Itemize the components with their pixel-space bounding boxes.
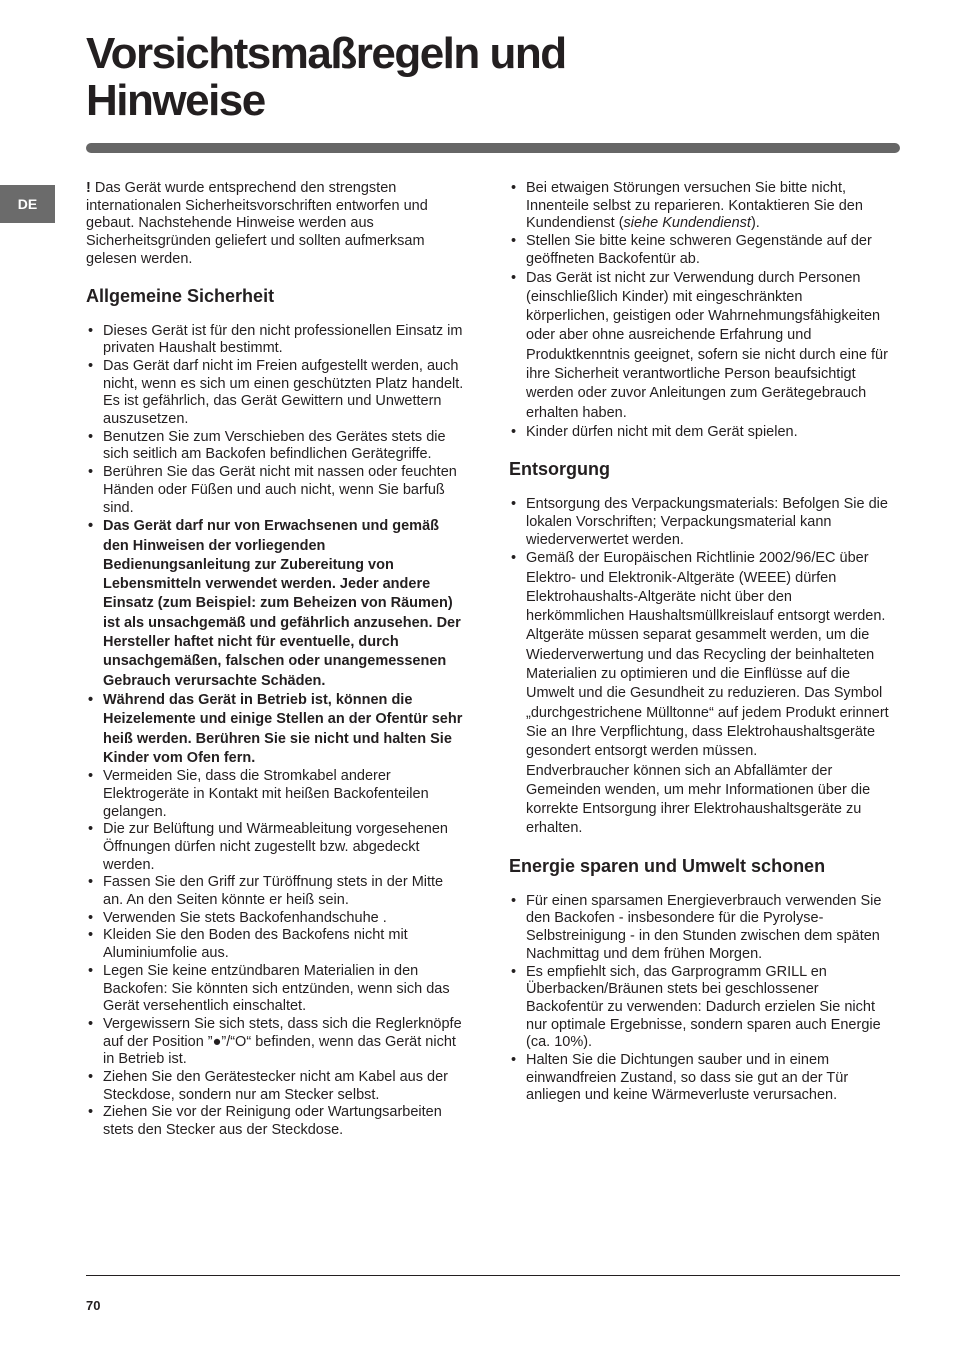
- list-item-text: Bei etwaigen Störungen versuchen Sie bitte nicht, Innenteile selbst zu reparieren. Kontaktieren Sie den Kundendienst (: [526, 180, 863, 232]
- list-item: • Kleiden Sie den Boden des Backofens nicht mit Aluminiumfolie aus.: [86, 927, 466, 962]
- list-item: • Ziehen Sie den Gerätestecker nicht am Kabel aus der Steckdose, sondern nur am Stecker selbst.: [86, 1069, 466, 1104]
- list-item: • Entsorgung des Verpackungsmaterials: Befolgen Sie die lokalen Vorschriften; Verpackungsmaterial kann wiederverwertet werden.: [509, 496, 889, 549]
- page-title-line-2: Hinweise: [86, 76, 265, 125]
- list-item: • Vergewissern Sie sich stets, dass sich die Reglerknöpfe auf der Position ”●”/“O“ befinden, wenn das Gerät nicht in Betrieb ist.: [86, 1016, 466, 1069]
- list-allgemeine-sicherheit: [86, 323, 466, 1140]
- list-item: • Die zur Belüftung und Wärmeableitung vorgesehenen Öffnungen dürfen nicht zugestellt bzw. abgedeckt werden.: [86, 821, 466, 874]
- list-item: • Fassen Sie den Griff zur Türöffnung stets in der Mitte an. An den Seiten könnte er heiß sein.: [86, 874, 466, 909]
- page-title: [86, 30, 886, 124]
- list-item: [509, 180, 889, 233]
- entsorgung-note: Endverbraucher können sich an Abfallämter der Gemeinden wenden, um mehr Informationen über die korrekte Entsorgung ihrer Elektrohaushaltsgeräte zu erhalten.: [526, 762, 871, 837]
- list-item: • Kinder dürfen nicht mit dem Gerät spielen.: [509, 423, 889, 442]
- title-divider: [86, 143, 900, 153]
- list-item-warning: • Das Gerät darf nur von Erwachsenen und gemäß den Hinweisen der vorliegenden Bedienungsanleitung zur Zubereitung von Lebensmitteln verwendet werden. Jeder andere Einsatz (zum Beispiel: zum Beheizen von Räumen) ist als unsachgemäß und gefährlich anzusehen. Der Hersteller haftet nicht für eventuelle, durch unsachgemäßen, falschen oder unangemessenen Gebrauch verursachte Schäden.: [86, 517, 466, 691]
- list-item: • Gemäß der Europäischen Richtlinie 2002/96/EC über Elektro- und Elektronik-Altgeräte (WEEE) dürfen Elektrohaushalts-Altgeräte nicht über den herkömmlichen Haushaltsmüllkreislauf entsorgt werden. Altgeräte müssen separat gesammelt werden, um die Wiederverwertung und das Recycling der beinhalteten Materialien zu optimieren und die Einflüsse auf die Umwelt und die Gesundheit zu reduzieren. Das Symbol „durchgestrichene Mülltonne“ auf jedem Produkt erinnert Sie an Ihre Verpflichtung, dass Elektrohaushaltsgeräte gesondert entsorgt werden müssen.: [509, 549, 889, 761]
- list-allgemeine-sicherheit-continued: [509, 180, 889, 442]
- list-item: • Das Gerät darf nicht im Freien aufgestellt werden, auch nicht, wenn es sich um einen geschützten Platz handelt. Es ist gefährlich, das Gerät Gewittern und Unwettern auszusetzen.: [86, 358, 466, 429]
- heading-energie-sparen: Energie sparen und Umwelt schonen: [509, 855, 826, 876]
- list-item: • Berühren Sie das Gerät nicht mit nassen oder feuchten Händen oder Füßen und auch nicht, wenn Sie barfuß sind.: [86, 464, 466, 517]
- list-item: • Für einen sparsamen Energieverbrauch verwenden Sie den Backofen - insbesondere für die Pyrolyse-Selbstreinigung - in den Stunden zwischen dem späten Nachmittag und dem frühen Morgen.: [509, 893, 889, 964]
- right-column: [509, 180, 889, 1105]
- left-column: [86, 180, 466, 1140]
- cross-reference: siehe Kundendienst: [623, 215, 751, 232]
- list-item: • Vermeiden Sie, dass die Stromkabel anderer Elektrogeräte in Kontakt mit heißen Backofenteilen gelangen.: [86, 768, 466, 821]
- list-energie-sparen: [509, 893, 889, 1105]
- list-item: • Benutzen Sie zum Verschieben des Gerätes stets die sich seitlich am Backofen befindlichen Gerätegriffe.: [86, 429, 466, 464]
- page-title-line-1: Vorsichtsmaßregeln und: [86, 29, 566, 78]
- list-item: • Es empfiehlt sich, das Garprogramm GRILL en Überbacken/Bräunen stets bei geschlossener Backofentür zu verwenden: Dadurch erzielen Sie nicht nur optimale Ergebnisse, sondern sparen auch Energie (ca. 10%).: [509, 964, 889, 1053]
- list-item: • Halten Sie die Dichtungen sauber und in einem einwandfreien Zustand, so dass sie gut an der Tür anliegen und keine Wärmeverluste verursachen.: [509, 1052, 889, 1105]
- list-item: • Verwenden Sie stets Backofenhandschuhe .: [86, 910, 466, 928]
- list-item: • Legen Sie keine entzündbaren Materialien in den Backofen: Sie könnten sich entzünden, wenn sich das Gerät versehentlich einschaltet.: [86, 963, 466, 1016]
- warning-mark: !: [86, 180, 91, 196]
- language-tab: DE: [0, 185, 55, 223]
- list-item: • Ziehen Sie vor der Reinigung oder Wartungsarbeiten stets den Stecker aus der Steckdose.: [86, 1104, 466, 1139]
- heading-allgemeine-sicherheit: Allgemeine Sicherheit: [86, 285, 275, 306]
- heading-entsorgung: Entsorgung: [509, 459, 610, 480]
- page-number: 70: [86, 1298, 101, 1313]
- intro-paragraph: [86, 180, 466, 269]
- list-entsorgung: [509, 496, 889, 761]
- list-item: • Das Gerät ist nicht zur Verwendung durch Personen (einschließlich Kinder) mit eingeschränkten körperlichen, geistigen oder Wahrnehmungsfähigkeiten oder aber ohne ausreichende Erfahrung und Produktkenntnis geeignet, sofern sie nicht durch eine für ihre Sicherheit verantwortliche Person beaufsichtigt werden oder zuvor Anleitungen zum Gerätegebrauch erhalten haben.: [509, 269, 889, 423]
- list-item-warning: • Während das Gerät in Betrieb ist, können die Heizelemente und einige Stellen an der Ofentür sehr heiß werden. Berühren Sie sie nicht und halten Sie Kinder vom Ofen fern.: [86, 691, 466, 768]
- list-item: • Stellen Sie bitte keine schweren Gegenstände auf der geöffneten Backofentür ab.: [509, 233, 889, 268]
- list-item: • Dieses Gerät ist für den nicht professionellen Einsatz im privaten Haushalt bestimmt.: [86, 323, 466, 358]
- footer-divider: [86, 1275, 900, 1276]
- intro-text: Das Gerät wurde entsprechend den strengsten internationalen Sicherheitsvorschriften entworfen und gebaut. Nachstehende Hinweise werden aus Sicherheitsgründen geliefert und sollten aufmerksam gelesen werden.: [86, 180, 428, 267]
- list-item-text: ).: [750, 215, 760, 232]
